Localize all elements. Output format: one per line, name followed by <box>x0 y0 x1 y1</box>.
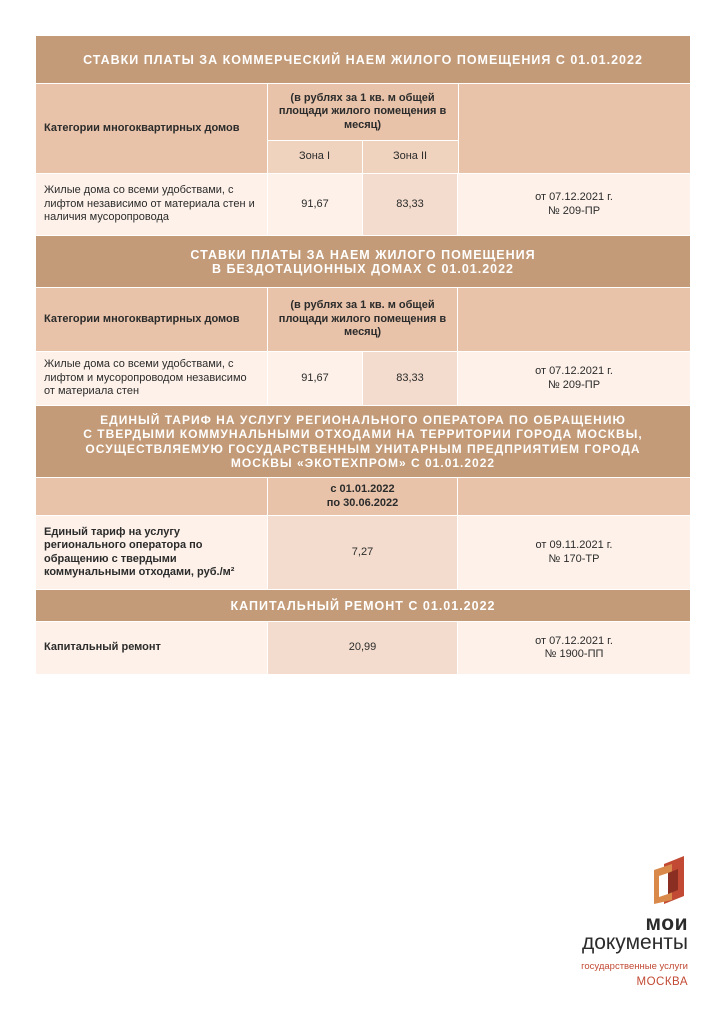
logo-text-moskva: МОСКВА <box>636 976 688 988</box>
section1-row-doc <box>458 174 690 235</box>
section3-doc-date: от 09.11.2021 г. <box>535 539 613 551</box>
section3-title-line1: ЕДИНЫЙ ТАРИФ НА УСЛУГУ РЕГИОНАЛЬНОГО ОПЕРАТОРА ПО ОБРАЩЕНИЮ <box>100 412 626 427</box>
section1-doc-header <box>459 84 690 173</box>
section4-title <box>36 590 690 622</box>
section1-header <box>36 84 690 174</box>
section1-title <box>36 36 690 84</box>
section3-row <box>36 516 690 590</box>
section3-period-start: с 01.01.2022 <box>330 483 395 495</box>
section2-title-line2: В БЕЗДОТАЦИОННЫХ ДОМАХ С 01.01.2022 <box>211 261 515 276</box>
logo-text-moi: мои <box>645 912 688 935</box>
section3-row-doc <box>458 516 690 589</box>
section1-unit-header: (в рублях за 1 кв. м общей площади жилого помещения в месяц) <box>268 84 458 141</box>
section4-doc-date: от 07.12.2021 г. <box>535 634 613 647</box>
section3-title <box>36 406 690 478</box>
section2-row-zone2: 83,33 <box>363 352 458 405</box>
section1-row-zone2: 83,33 <box>363 174 458 235</box>
section4-row-category: Капитальный ремонт <box>36 622 268 674</box>
section2-doc-date: от 07.12.2021 г. <box>535 365 613 377</box>
section1-doc-number: № 209-ПР <box>547 204 601 217</box>
section3-title-line2: С ТВЕРДЫМИ КОММУНАЛЬНЫМИ ОТХОДАМИ НА ТЕРРИТОРИИ ГОРОДА МОСКВЫ, <box>83 427 643 441</box>
section3-category-header <box>36 478 268 515</box>
section1-unit-block <box>268 84 459 173</box>
section2-doc-header <box>458 288 690 351</box>
section1-doc-date: от 07.12.2021 г. <box>535 191 613 203</box>
section3-title-line3: ОСУЩЕСТВЛЯЕМУЮ ГОСУДАРСТВЕННЫМ УНИТАРНЫМ ПРЕДПРИЯТИЕМ ГОРОДА <box>85 441 641 456</box>
section1-title-text: СТАВКИ ПЛАТЫ ЗА КОММЕРЧЕСКИЙ НАЕМ ЖИЛОГО ПОМЕЩЕНИЯ С 01.01.2022 <box>83 52 643 67</box>
section4-title-text: КАПИТАЛЬНЫЙ РЕМОНТ С 01.01.2022 <box>230 598 496 613</box>
section2-row-category: Жилые дома со всеми удобствами, с лифтом и мусоропроводом независимо от материала стен <box>36 352 268 405</box>
section2-header <box>36 288 690 352</box>
section3-period-end: по 30.06.2022 <box>326 496 399 509</box>
tariff-document <box>36 36 690 674</box>
section1-category-header: Категории многоквартирных домов <box>36 84 268 173</box>
section3-row-category: Единый тариф на услугу регионального оператора по обращению с твердыми коммунальными отходами, руб./м² <box>36 516 268 589</box>
section3-period-header <box>268 478 458 515</box>
moi-dokumenty-logo <box>581 856 688 996</box>
section3-doc-header <box>458 478 690 515</box>
section2-row-zone1: 91,67 <box>268 352 363 405</box>
section3-doc-number: № 170-ТР <box>548 552 600 565</box>
section4-row <box>36 622 690 674</box>
section1-zone1-header: Зона I <box>268 141 363 173</box>
section1-zone2-header: Зона II <box>363 141 458 173</box>
section2-row-doc <box>458 352 690 405</box>
section1-row-zone1: 91,67 <box>268 174 363 235</box>
section3-row-value: 7,27 <box>268 516 458 589</box>
section2-category-header: Категории многоквартирных домов <box>36 288 268 351</box>
section2-title <box>36 236 690 288</box>
logo-text-dokumenty: документы <box>581 931 688 954</box>
section1-row <box>36 174 690 236</box>
section1-row-category: Жилые дома со всеми удобствами, с лифтом независимо от материала стен и наличия мусоропровода <box>36 174 268 235</box>
section2-title-line1: СТАВКИ ПЛАТЫ ЗА НАЕМ ЖИЛОГО ПОМЕЩЕНИЯ <box>190 247 536 262</box>
section4-row-value: 20,99 <box>268 622 458 674</box>
section2-row <box>36 352 690 406</box>
section2-unit-header: (в рублях за 1 кв. м общей площади жилого помещения в месяц) <box>268 288 458 351</box>
logo-text-gosuslugi: государственные услуги <box>581 961 688 972</box>
section4-row-doc <box>458 622 690 674</box>
moi-dokumenty-logo-icon <box>654 856 688 904</box>
section3-header <box>36 478 690 516</box>
section4-doc-number: № 1900-ПП <box>544 648 604 660</box>
section3-title-line4: МОСКВЫ «ЭКОТЕХПРОМ» С 01.01.2022 <box>230 456 496 470</box>
section2-doc-number: № 209-ПР <box>547 378 601 391</box>
section1-zones <box>268 141 458 173</box>
